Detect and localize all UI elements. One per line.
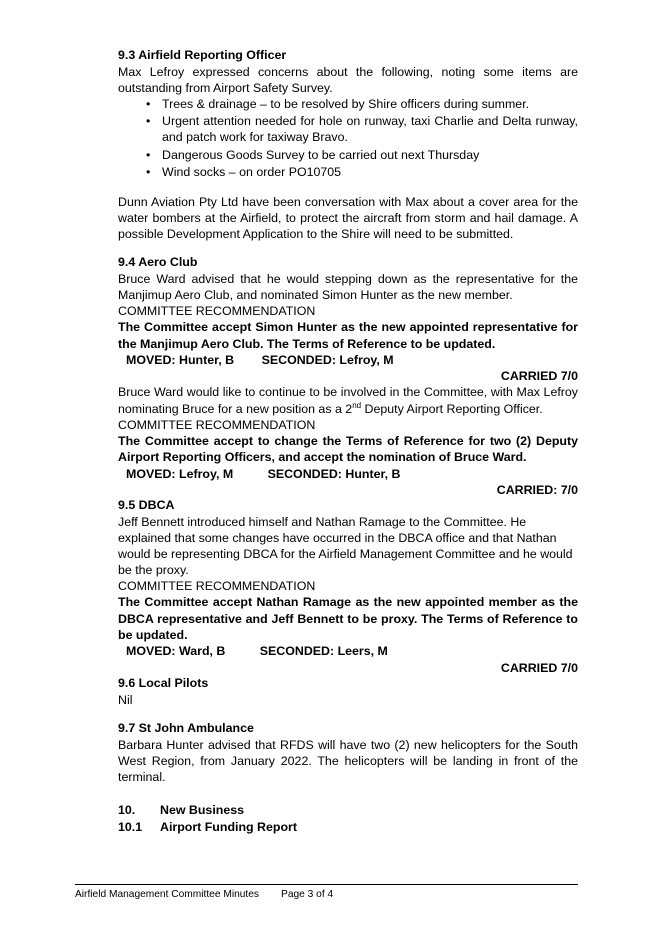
paragraph-text-a: Bruce Ward would like to continue to be involved in the Committee, with Max Lefroy nominating Bruce for a new position as a 2: [118, 385, 578, 416]
ordinal-suffix: nd: [352, 400, 362, 410]
carried-vote-3: CARRIED 7/0: [500, 660, 578, 675]
committee-recommendation-label-3: COMMITTEE RECOMMENDATION: [118, 579, 316, 594]
section-9-4-paragraph-2: [118, 384, 578, 416]
paragraph-text-b: Deputy Airport Reporting Officer.: [361, 401, 543, 416]
section-heading-9-6: 9.6 Local Pilots: [118, 675, 209, 690]
footer-document-title: Airfield Management Committee Minutes: [75, 889, 260, 900]
committee-recommendation-body-3: The Committee accept Nathan Ramage as the new appointed member as the DBCA representative and Jeff Bennett to be proxy. The Terms of Reference to be updated.: [118, 595, 578, 642]
section-heading-9-4: 9.4 Aero Club: [118, 255, 198, 270]
section-10-1-title: Airport Funding Report: [160, 819, 297, 834]
section-9-5-paragraph: Jeff Bennett introduced himself and Nathan Ramage to the Committee. He explained that some changes have occurred in the DBCA office and that Nathan would be representing DBCA for the Airfield Management Committee and he would be the proxy.: [118, 514, 573, 577]
section-heading-10-1: [118, 819, 578, 836]
list-item: • Wind socks – on order PO10705: [162, 164, 578, 180]
moved-seconded-2: MOVED: Lefroy, M SECONDED: Hunter, B: [126, 466, 401, 481]
spacer: [118, 242, 578, 255]
section-9-3-paragraph: Dunn Aviation Pty Ltd have been conversation with Max about a cover area for the water bombers at the Airfield, to protect the aircraft from storm and hail damage. A possible Development Application to the Shire will need to be submitted.: [118, 194, 578, 241]
carried-vote-1: CARRIED 7/0: [500, 369, 578, 384]
moved-seconded-1: MOVED: Hunter, B SECONDED: Lefroy, M: [126, 353, 394, 368]
footer-page-number: Page 3 of 4: [281, 889, 334, 900]
section-10-1-number: 10.1: [118, 819, 143, 834]
committee-recommendation-label-1: COMMITTEE RECOMMENDATION: [118, 304, 316, 319]
list-item: • Dangerous Goods Survey to be carried out next Thursday: [162, 147, 578, 163]
section-heading-9-5: 9.5 DBCA: [118, 497, 175, 512]
spacer: [118, 181, 578, 194]
section-9-3-intro: Max Lefroy expressed concerns about the following, noting some items are outstanding from Airport Safety Survey.: [118, 64, 578, 95]
committee-recommendation-label-2: COMMITTEE RECOMMENDATION: [118, 417, 316, 432]
page-footer: [75, 889, 585, 901]
section-9-7-body: Barbara Hunter advised that RFDS will have two (2) new helicopters for the South West Region, from January 2022. The helicopters will be landing in front of the terminal.: [118, 737, 578, 784]
section-10-title: New Business: [160, 802, 245, 817]
document-body: [118, 48, 578, 835]
section-9-6-body: Nil: [118, 692, 133, 707]
section-heading-10: [118, 802, 578, 819]
list-item: • Trees & drainage – to be resolved by Shire officers during summer.: [162, 96, 578, 112]
spacer: [118, 785, 578, 802]
section-9-3-bullet-list: [118, 96, 578, 180]
section-heading-9-3: 9.3 Airfield Reporting Officer: [118, 48, 287, 62]
committee-recommendation-body-1: The Committee accept Simon Hunter as the new appointed representative for the Manjimup Aero Club. The Terms of Reference to be updated.: [118, 320, 578, 351]
committee-recommendation-body-2: The Committee accept to change the Terms of Reference for two (2) Deputy Airport Reporting Officers, and accept the nomination of Bruce Ward.: [118, 433, 578, 465]
moved-seconded-3: MOVED: Ward, B SECONDED: Leers, M: [126, 644, 388, 659]
section-10-number: 10.: [118, 802, 136, 817]
list-item: • Urgent attention needed for hole on runway, taxi Charlie and Delta runway, and patch work for taxiway Bravo.: [162, 113, 578, 145]
carried-vote-2: CARRIED: 7/0: [496, 482, 578, 497]
section-9-4-paragraph-1: Bruce Ward advised that he would stepping down as the representative for the Manjimup Aero Club, and nominated Simon Hunter as the new member.: [118, 272, 578, 303]
footer-divider: [75, 884, 578, 885]
section-heading-9-7: 9.7 St John Ambulance: [118, 720, 254, 735]
spacer: [118, 708, 578, 721]
